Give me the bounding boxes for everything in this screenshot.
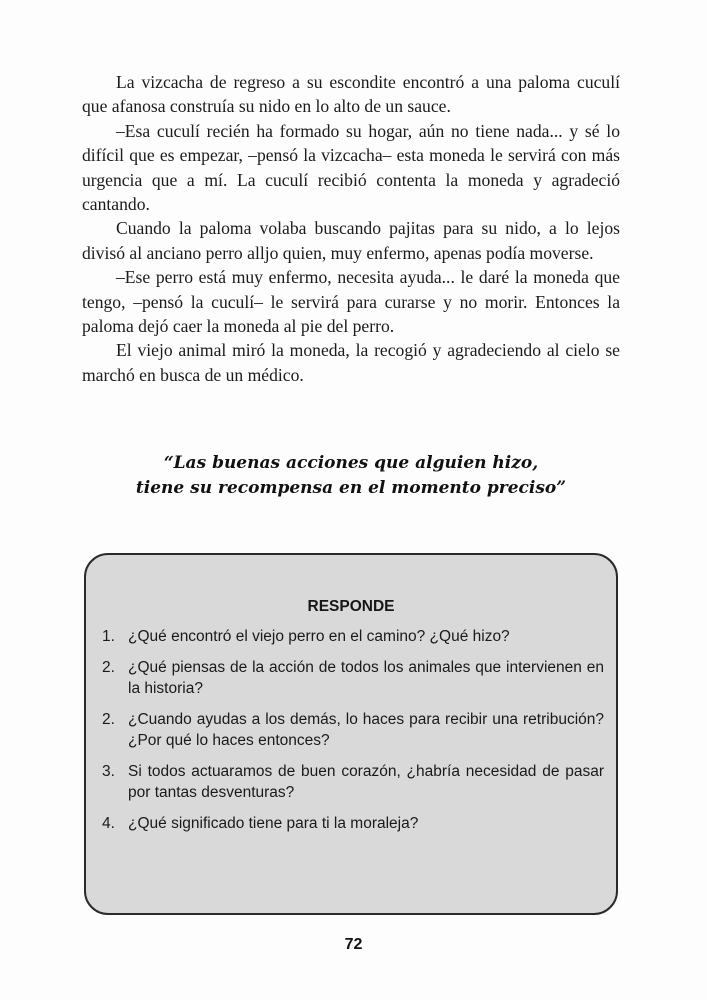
question-text: ¿Cuando ayudas a los demás, lo haces para recibir una retribución? ¿Por qué lo haces entonces? [128,711,604,749]
story-paragraph: El viejo animal miró la moneda, la recogió y agradeciendo al cielo se marchó en busca de un médico. [82,340,620,385]
moral-line: tiene su recompensa en el momento preciso” [135,478,567,498]
story-paragraph: Cuando la paloma volaba buscando pajitas para su nido, a lo lejos divisó al anciano perro alljo quien, muy enfermo, apenas podía moverse. [82,218,620,263]
question-item [102,657,604,699]
story-text [82,70,620,387]
question-item [102,709,604,751]
question-text: ¿Qué significado tiene para ti la moraleja? [128,815,419,832]
question-item [102,813,604,834]
question-list [102,626,604,844]
question-item [102,626,604,647]
moral-quote [82,451,620,501]
question-number: 1. [102,628,115,645]
question-number: 3. [102,763,115,780]
story-paragraph: La vizcacha de regreso a su escondite encontró a una paloma cuculí que afanosa construía su nido en lo alto de un sauce. [82,72,620,117]
story-paragraph: –Esa cuculí recién ha formado su hogar, aún no tiene nada... y sé lo difícil que es empezar, –pensó la vizcacha– esta moneda le servirá con más urgencia que a mí. La cuculí recibió contenta la moneda y agradeció cantando. [82,120,620,215]
respond-title: RESPONDE [307,598,395,615]
question-number: 2. [102,711,115,728]
question-text: ¿Qué piensas de la acción de todos los animales que intervienen en la historia? [128,659,604,697]
moral-line: “Las buenas acciones que alguien hizo, [163,453,539,473]
question-number: 2. [102,659,115,676]
question-number: 4. [102,815,115,832]
story-paragraph: –Ese perro está muy enfermo, necesita ayuda... le daré la moneda que tengo, –pensó la cuculí– le servirá para curarse y no morir. Entonces la paloma dejó caer la moneda al pie del perro. [82,267,620,337]
question-text: Si todos actuaramos de buen corazón, ¿habría necesidad de pasar por tantas desventuras? [128,763,604,801]
question-item [102,761,604,803]
page-number: 72 [344,936,363,953]
respond-box [84,553,618,915]
question-text: ¿Qué encontró el viejo perro en el camino? ¿Qué hizo? [128,628,510,645]
